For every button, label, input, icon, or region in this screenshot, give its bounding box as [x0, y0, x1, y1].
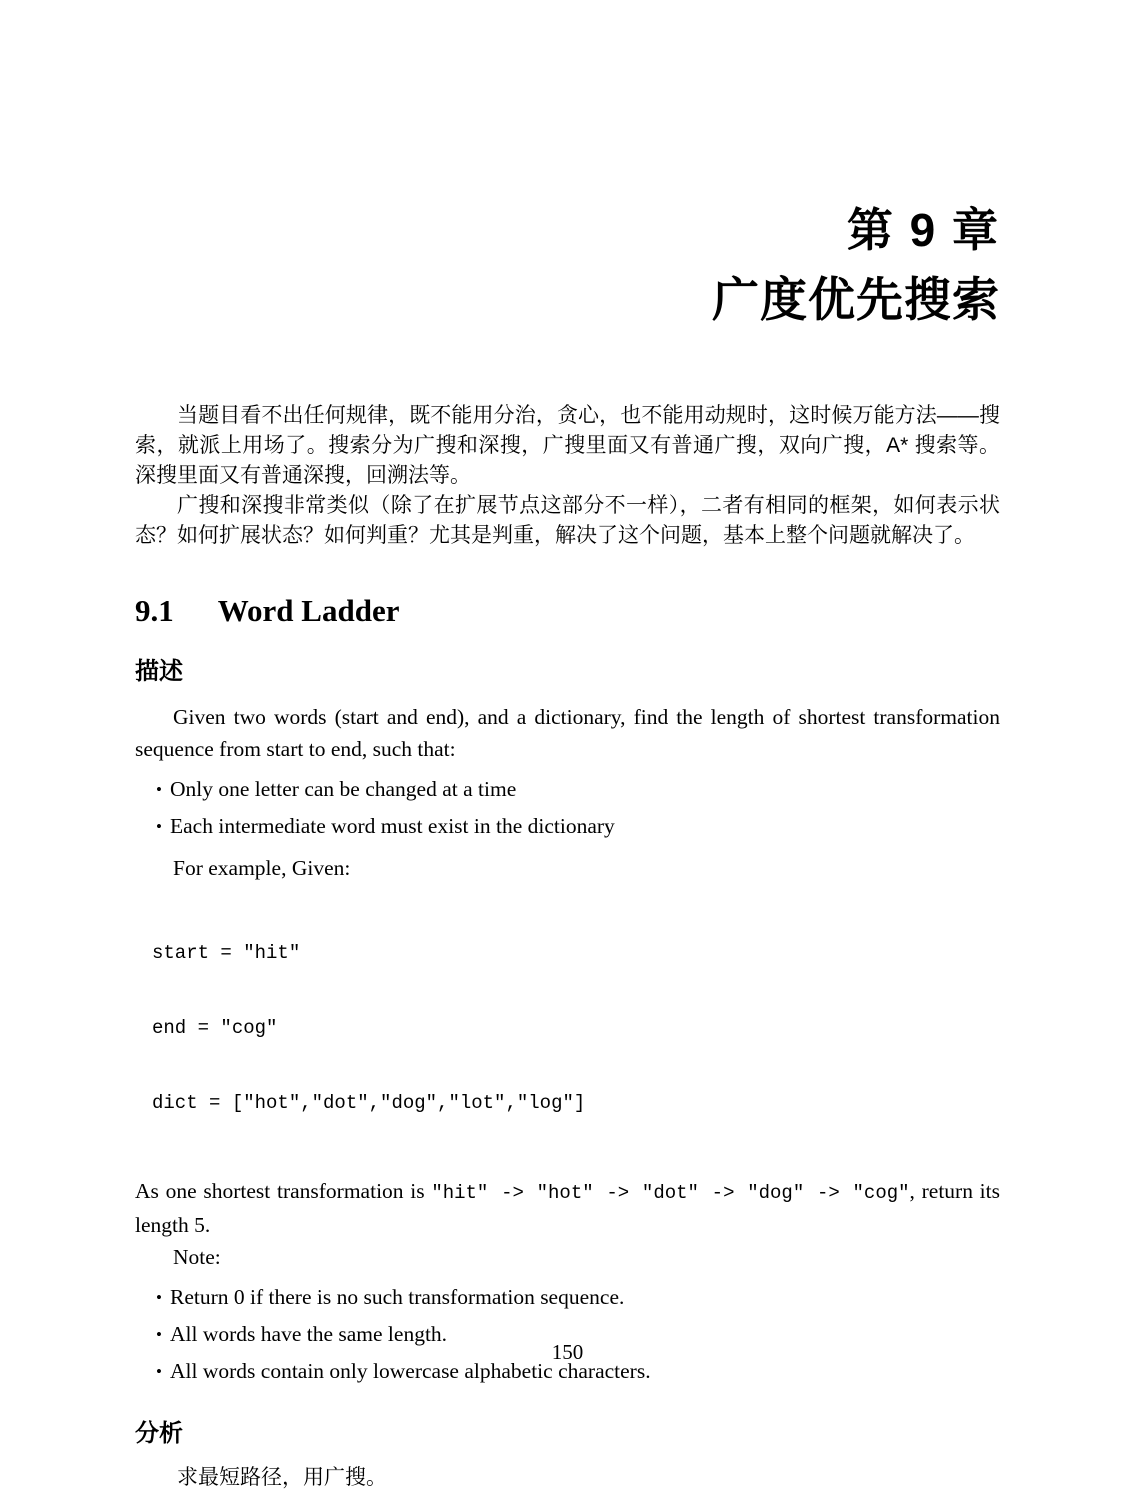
chapter-heading	[135, 0, 1000, 327]
analysis-heading: 分析	[135, 1420, 183, 1447]
code-block	[152, 891, 1000, 1166]
intro-paragraph-2: 广搜和深搜非常类似（除了在扩展节点这部分不一样），二者有相同的框架，如何表示状态？如何扩展状态？如何判重？尤其是判重，解决了这个问题，基本上整个问题就解决了。	[135, 494, 1000, 547]
note-item: • All words have the same length.	[156, 1319, 1000, 1350]
example-lead: For example, Given:	[173, 856, 351, 880]
result-transformation-code: "hit" -> "hot" -> "dot" -> "dog" -> "cog"	[431, 1182, 910, 1204]
section-title: Word Ladder	[217, 593, 400, 628]
section-number: 9.1	[135, 593, 174, 628]
code-line: end = "cog"	[152, 1017, 278, 1039]
code-line: start = "hit"	[152, 942, 301, 964]
result-statement	[135, 1175, 1000, 1241]
code-line: dict = ["hot","dot","dog","lot","log"]	[152, 1092, 586, 1114]
page-number: 150	[551, 1340, 584, 1364]
notes-list	[135, 1282, 1000, 1387]
problem-statement: Given two words (start and end), and a dictionary, find the length of shortest transformation sequence from start to end, such that:	[135, 705, 1000, 761]
result-suffix: , return its length 5.	[135, 1179, 1000, 1237]
chapter-number: 第 9 章	[846, 204, 1000, 256]
page-footer	[135, 1340, 1000, 1365]
note-label: Note:	[173, 1245, 221, 1269]
intro-paragraph-1: 当题目看不出任何规律，既不能用分治，贪心，也不能用动规时，这时候万能方法——搜索，就派上用场了。搜索分为广搜和深搜，广搜里面又有普通广搜，双向广搜，A* 搜索等。深搜里面又有普通深搜，回溯法等。	[135, 404, 1000, 487]
rules-list	[135, 774, 1000, 842]
analysis-text: 求最短路径，用广搜。	[177, 1466, 387, 1489]
description-heading: 描述	[135, 658, 183, 685]
rule-item: • Only one letter can be changed at a time	[156, 774, 1000, 805]
chapter-title: 广度优先搜索	[712, 273, 1000, 326]
note-item: • All words contain only lowercase alphabetic characters.	[156, 1356, 1000, 1387]
result-prefix: As one shortest transformation is	[135, 1179, 432, 1203]
note-item: • Return 0 if there is no such transformation sequence.	[156, 1282, 1000, 1313]
rule-item: • Each intermediate word must exist in the dictionary	[156, 811, 1000, 842]
section-heading	[135, 592, 1000, 629]
